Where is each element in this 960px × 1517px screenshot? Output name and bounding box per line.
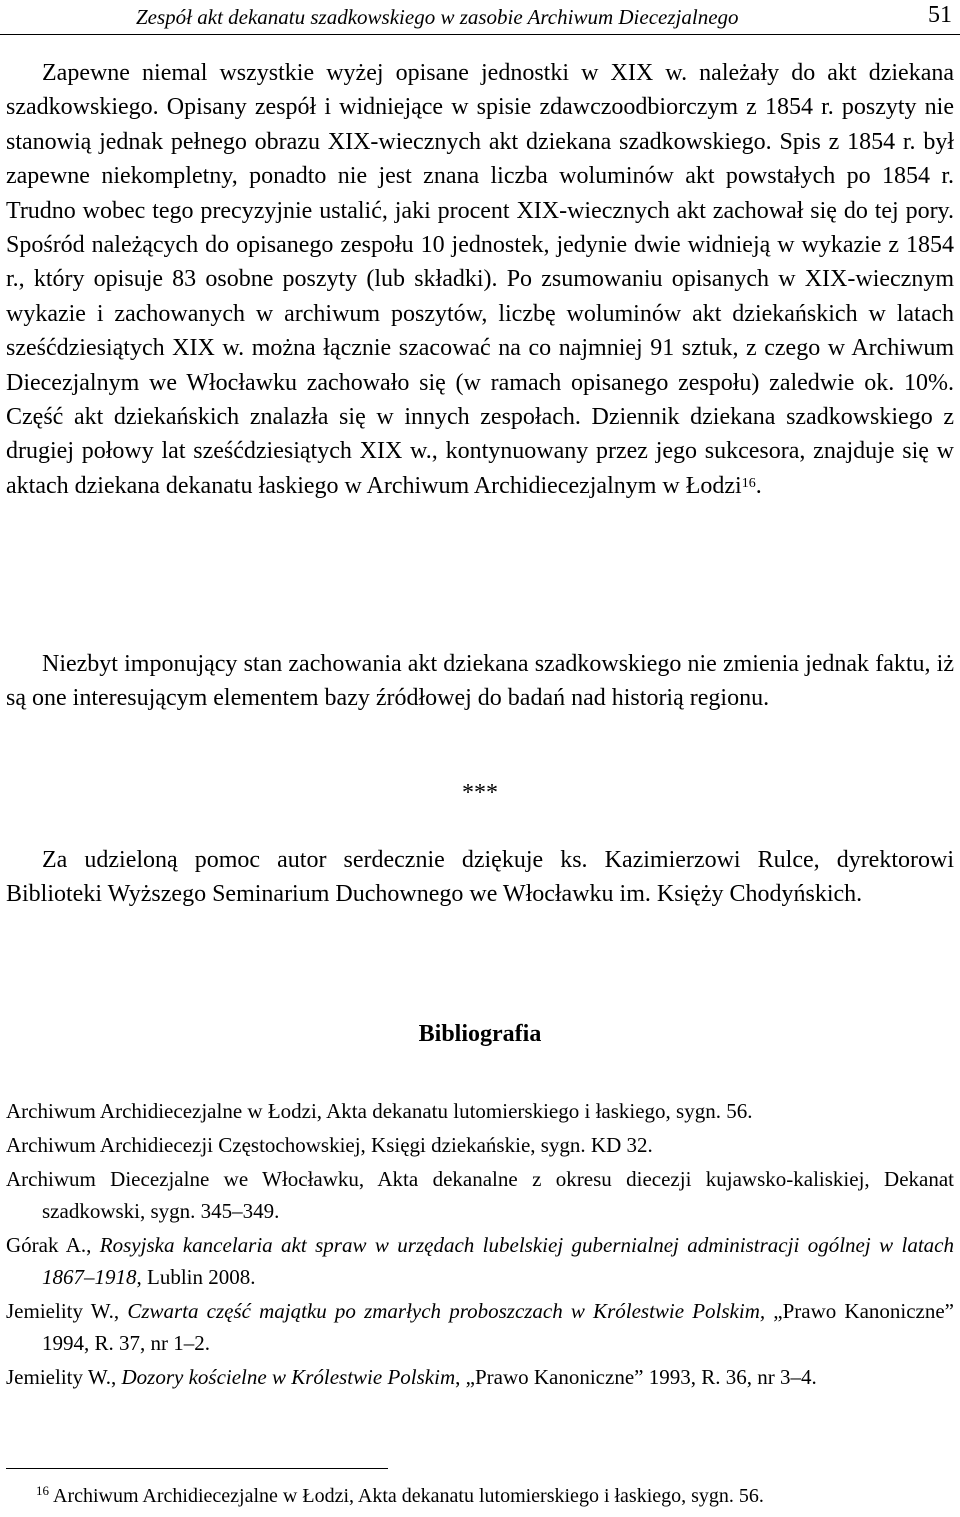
footnote-mark: 16 — [36, 1483, 49, 1498]
bibliography-entry — [6, 1295, 954, 1359]
bibliography-entry — [6, 1163, 954, 1227]
footnote-reference[interactable]: 16 — [741, 475, 756, 491]
entry-details: , Lublin 2008. — [136, 1265, 256, 1289]
entry-title: Czwarta część majątku po zmarłych proboszczach w Królestwie Polskim, — [127, 1299, 766, 1323]
bibliography-entry — [6, 1361, 954, 1393]
entry-author: Archiwum Archidiecezji Częstochowskiej, Księgi dziekańskie, sygn. KD 32. — [6, 1133, 653, 1157]
entry-details: „Prawo Kanoniczne” 1994, R. 37, nr 1–2. — [42, 1299, 955, 1355]
section-separator: *** — [462, 780, 498, 806]
body-paragraph — [6, 56, 954, 503]
entry-author: Archiwum Diecezjalne we Włocławku, Akta dekanalne z okresu diecezji kujawsko-kaliskiej, Dekanat szadkowski, sygn. 345–349. — [6, 1167, 954, 1223]
bibliography-entry — [6, 1229, 954, 1293]
bibliography-heading: Bibliografia — [418, 1021, 542, 1047]
running-title: Zespół akt dekanatu szadkowskiego w zasobie Archiwum Diecezjalnego — [136, 5, 739, 29]
body-paragraph: Niezbyt imponujący stan zachowania akt dziekana szadkowskiego nie zmienia jednak faktu, iż są one interesującym elementem bazy źródłowej do badań nad historią regionu. — [6, 651, 954, 712]
footnote-divider — [6, 1468, 388, 1469]
bibliography-entry — [6, 1095, 954, 1127]
page-number: 51 — [928, 2, 952, 28]
entry-title: Dozory kościelne w Królestwie Polskim — [121, 1365, 456, 1389]
paragraph-text: Zapewne niemal wszystkie wyżej opisane jednostki w XIX w. należały do akt dziekana szadkowskiego. Opisany zespół i widniejące w spisie zdawczoodbiorczym z 1854 r. poszyty nie stanowią jednak pełnego obrazu XIX‑wiecznych akt dziekana szadkowskiego. Spis z 1854 r. był zapewne niekompletny, ponadto nie jest znana liczba woluminów akt powstałych po 1854 r. Trudno wobec tego precyzyjnie ustalić, jaki procent XIX-wiecznych akt zachował się do tej pory. Spośród należących do opisanego zespołu 10 jednostek, jedynie dwie widnieją w wykazie z 1854 r., który opisuje 83 osobne poszyty (lub składki). Po zsumowaniu opisanych w XIX-wiecznym wykazie i zachowanych w archiwum poszytów, liczbę woluminów akt dziekańskich w latach sześćdziesiątych XIX w. można łącznie szacować na co najmniej 91 sztuk, z czego w Archiwum Diecezjalnym we Włocławku zachowało się (w ramach opisanego zespołu) zaledwie ok. 10%. Część akt dziekańskich znalazła się w innych zespołach. Dziennik dziekana szadkowskiego z drugiej połowy lat sześćdziesiątych XIX w., kontynuowany przez jego sukcesora, znajduje się w aktach dziekana dekanatu łaskiego w Archiwum Archidiecezjalnym w Łodzi — [6, 60, 954, 499]
footnote-text: Archiwum Archidiecezjalne w Łodzi, Akta dekanatu lutomierskiego i łaskiego, sygn. 56. — [53, 1485, 764, 1507]
entry-details: , „Prawo Kanoniczne” 1993, R. 36, nr 3–4. — [455, 1365, 817, 1389]
entry-author: Jemielity W., — [6, 1299, 128, 1323]
entry-author: Archiwum Archidiecezjalne w Łodzi, Akta dekanatu lutomierskiego i łaskiego, sygn. 56. — [6, 1099, 753, 1123]
paragraph-end: . — [755, 472, 762, 499]
acknowledgement-paragraph: Za udzieloną pomoc autor serdecznie dziękuje ks. Kazimierzowi Rulce, dyrektorowi Biblioteki Wyższego Seminarium Duchownego we Włocławku im. Księży Chodyńskich. — [6, 847, 954, 908]
bibliography-list — [6, 1095, 954, 1395]
page-header — [0, 0, 960, 35]
bibliography-entry — [6, 1129, 954, 1161]
entry-author: Górak A., — [6, 1233, 100, 1257]
footnote — [36, 1485, 764, 1508]
entry-author: Jemielity W., — [6, 1365, 122, 1389]
entry-title: Rosyjska kancelaria akt spraw w urzędach lubelskiej gubernialnej administracji ogólnej w latach 1867–1918 — [42, 1233, 954, 1289]
